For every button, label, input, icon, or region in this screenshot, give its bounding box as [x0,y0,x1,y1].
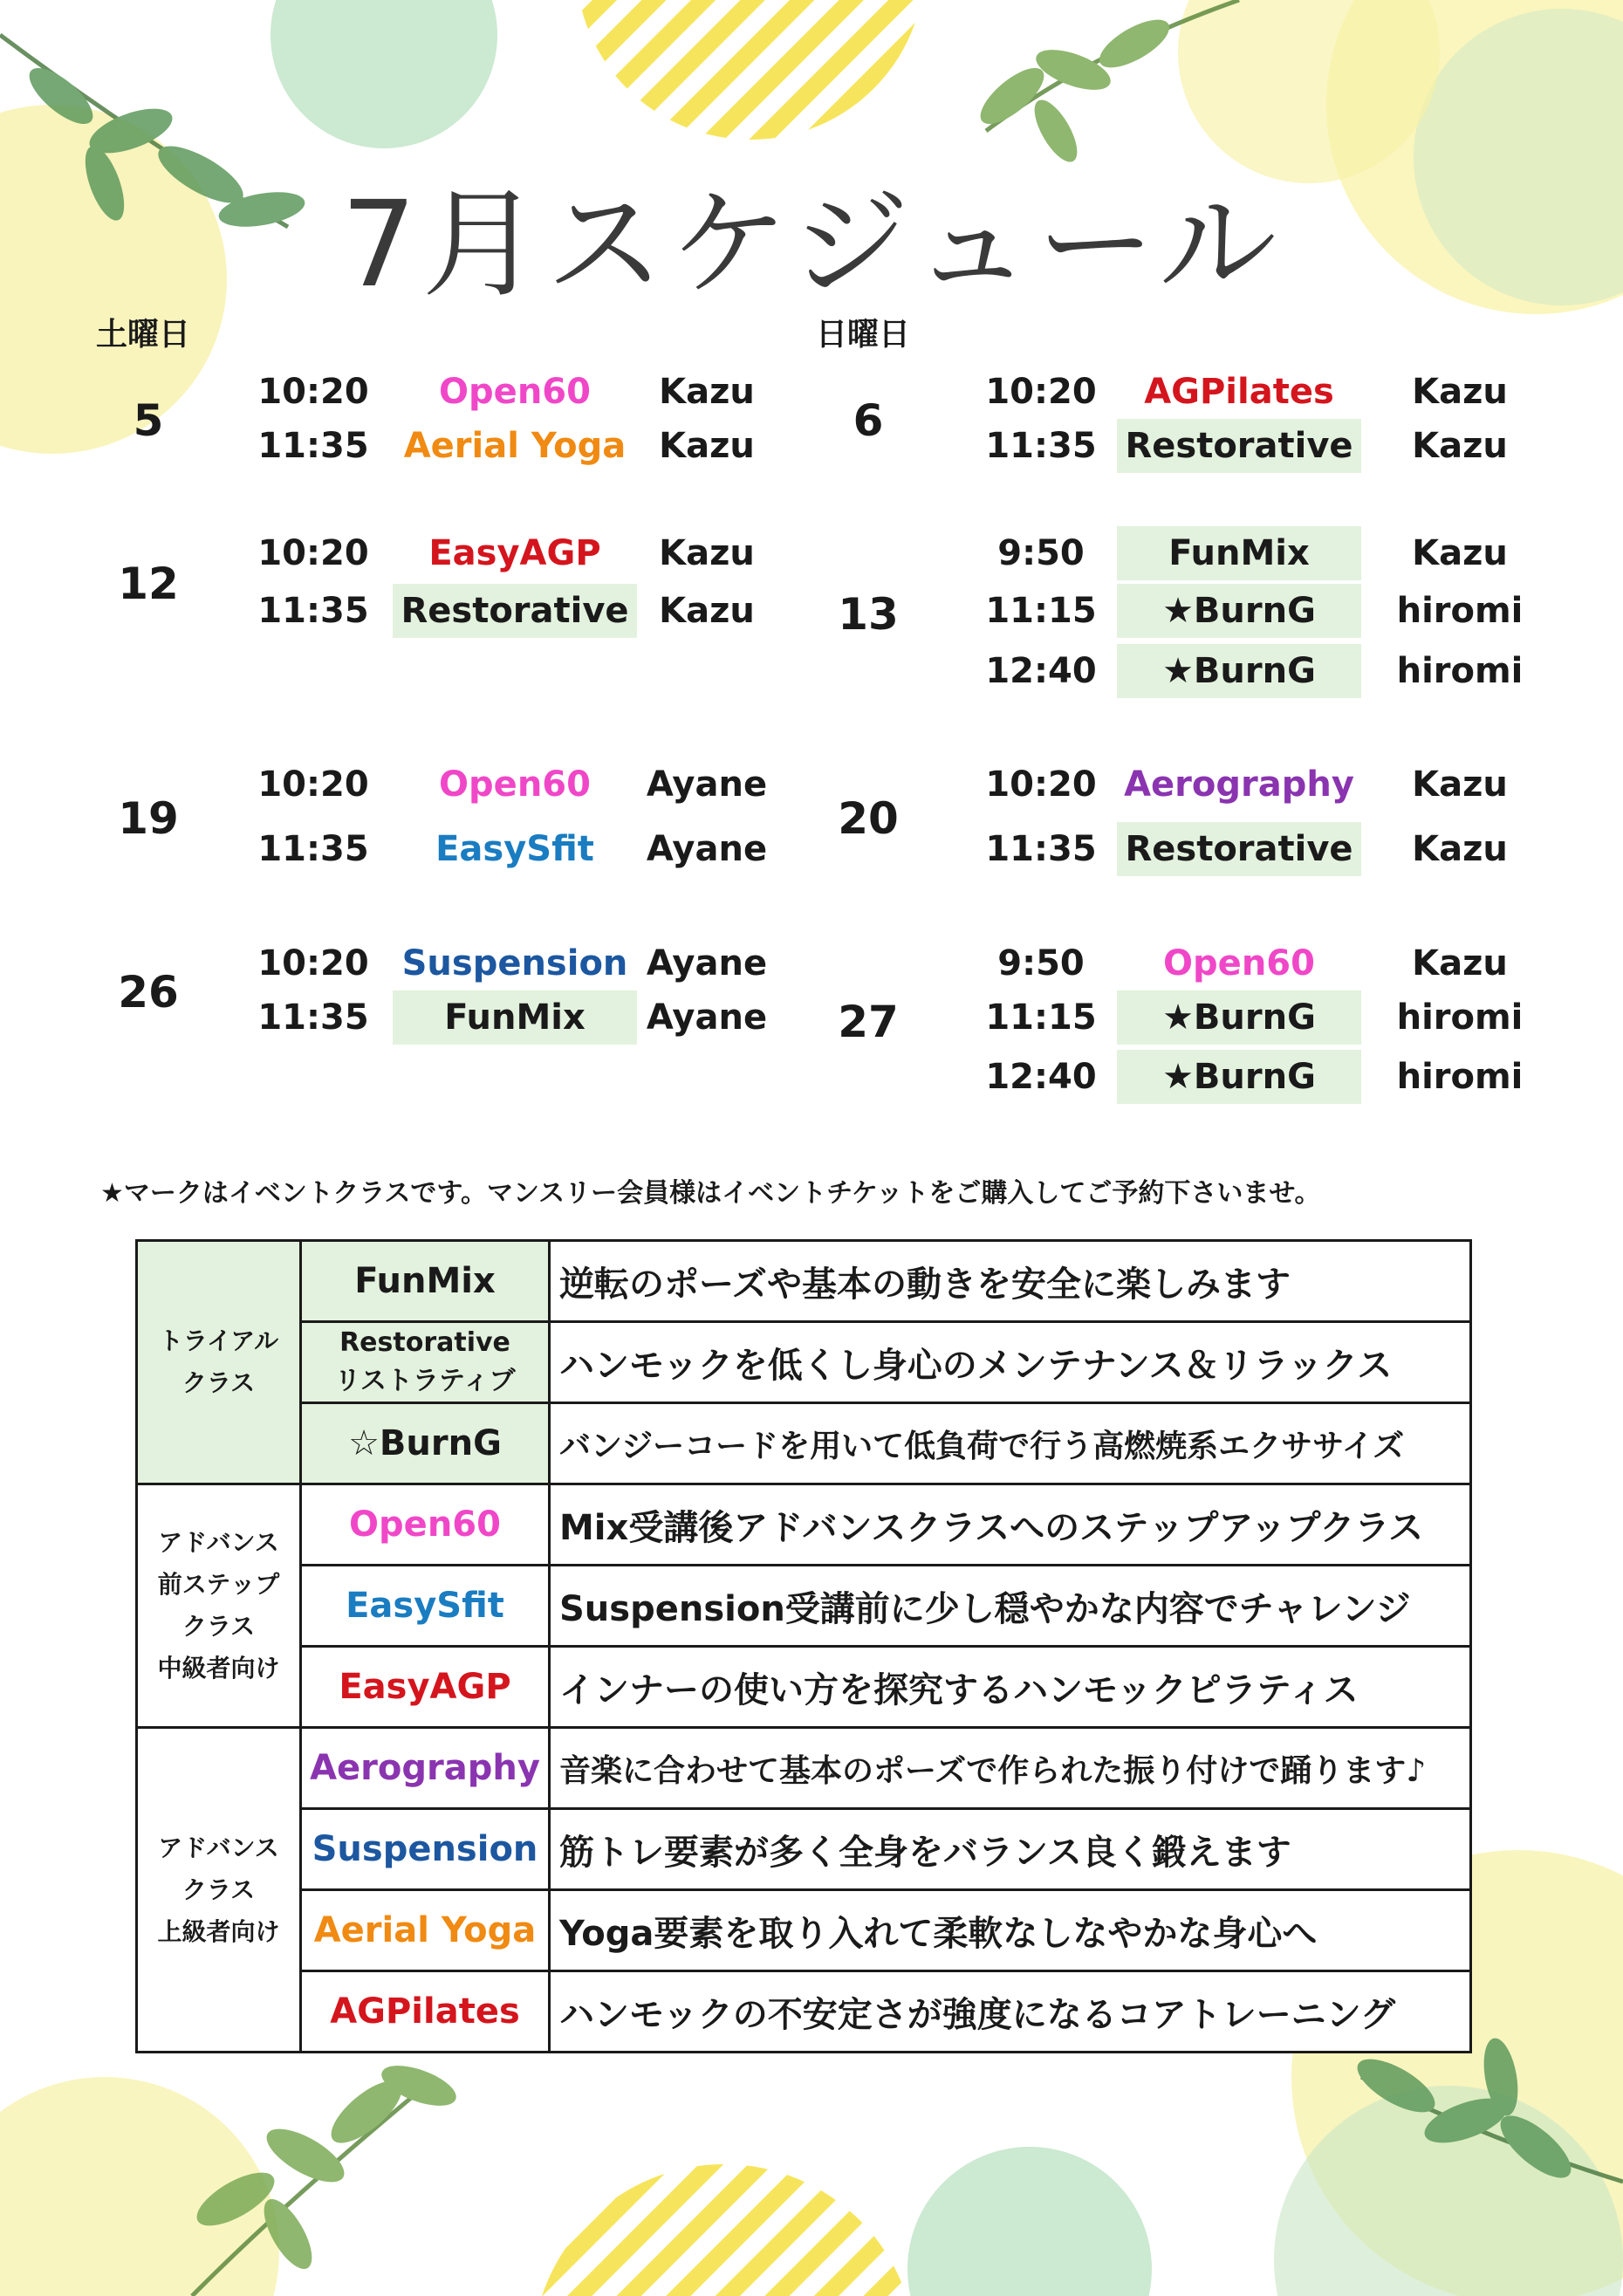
session-instructor: Kazu [1412,533,1508,573]
legend-class-name: EasySfit [301,1566,550,1647]
session-time: 11:35 [257,426,369,466]
saturday-date: 5 [133,395,164,446]
legend-description: Mix受講後アドバンスクラスへのステップアップクラス [550,1484,1471,1566]
session-time: 11:15 [985,997,1097,1038]
session-instructor: hiromi [1396,1057,1524,1097]
session-class: Restorative [393,584,637,638]
legend-category [137,1241,301,1484]
legend-category-line: 前ステップ [157,1570,280,1599]
sunday-date: 27 [838,997,899,1047]
session-class: EasyAGP [428,533,601,573]
legend-category [137,1728,301,2053]
session-instructor: hiromi [1396,651,1524,691]
legend-description: バンジーコードを用いて低負荷で行う高燃焼系エクササイズ [550,1403,1471,1484]
legend-class-name [301,1322,550,1403]
session-instructor: Kazu [659,426,755,466]
legend-category [137,1484,301,1728]
legend-row [137,1728,1471,1809]
session-instructor: Ayane [646,997,768,1038]
session-time: 11:35 [985,829,1097,869]
legend-description: Suspension受講前に少し穏やかな内容でチャレンジ [550,1566,1471,1647]
session-time: 11:35 [257,997,369,1038]
legend-description: 音楽に合わせて基本のポーズで作られた振り付けで踊ります♪ [550,1728,1471,1809]
legend-class-name: Aerial Yoga [301,1890,550,1971]
legend-row [137,1566,1471,1647]
session-class: ★BurnG [1117,1050,1361,1104]
legend-row [137,1809,1471,1890]
saturday-date: 12 [118,559,179,609]
session-class: Restorative [1117,419,1361,473]
sunday-date: 20 [838,793,899,844]
session-class: ★BurnG [1117,584,1361,638]
legend-description: 筋トレ要素が多く全身をバランス良く鍛えます [550,1809,1471,1890]
session-class: FunMix [1117,526,1361,580]
session-class: ★BurnG [1117,990,1361,1045]
watercolor-blob-green [270,0,497,148]
striped-circle [532,2164,916,2296]
session-instructor: Kazu [659,372,755,412]
session-time: 10:20 [257,943,369,984]
legend-class-name-ja: リストラティブ [334,1366,516,1396]
session-time: 9:50 [997,533,1085,573]
legend-description: 逆転のポーズや基本の動きを安全に楽しみます [550,1241,1471,1322]
legend-row [137,1971,1471,2053]
legend-class-name: AGPilates [301,1971,550,2053]
legend-row [137,1890,1471,1971]
sunday-date: 6 [853,395,884,446]
striped-circle [576,0,925,140]
watercolor-blob-green [907,2147,1152,2296]
session-time: 10:20 [257,533,369,573]
legend-description: インナーの使い方を探究するハンモックピラティス [550,1647,1471,1728]
session-class: EasySfit [435,829,594,869]
legend-category-line: 中級者向け [157,1654,280,1683]
session-instructor: Kazu [1412,372,1508,412]
saturday-date: 19 [118,793,179,844]
legend-class-name: FunMix [301,1241,550,1322]
session-time: 10:20 [985,372,1097,412]
class-legend-table [135,1239,1472,2053]
session-instructor: Ayane [646,829,768,869]
legend-class-name: Aerography [301,1728,550,1809]
session-time: 9:50 [997,943,1085,984]
legend-row [137,1403,1471,1484]
legend-category-line: 上級者向け [157,1916,280,1946]
event-note: ★マークはイベントクラスです。マンスリー会員様はイベントチケットをご購入してご予約下さいませ。 [100,1178,1321,1209]
session-instructor: Kazu [1412,764,1508,805]
page-title: 7月スケジュール [340,176,1283,314]
sunday-date: 13 [838,588,899,640]
legend-category-line: クラス [181,1874,256,1904]
session-instructor: hiromi [1396,997,1524,1038]
legend-row [137,1241,1471,1322]
session-instructor: Kazu [659,533,755,573]
legend-class-name: ☆BurnG [301,1403,550,1484]
session-class: Open60 [439,372,591,412]
session-instructor: Kazu [1412,426,1508,466]
session-class: Aerial Yoga [403,426,627,466]
session-time: 10:20 [257,764,369,805]
session-class: AGPilates [1144,372,1334,412]
legend-class-name: Open60 [301,1484,550,1566]
session-time: 10:20 [257,372,369,412]
session-instructor: Kazu [1412,829,1508,869]
legend-category-line: クラス [181,1612,256,1641]
legend-category-line: アドバンス [158,1833,279,1862]
session-time: 11:35 [985,426,1097,466]
legend-category-line: クラス [181,1368,256,1397]
session-time: 11:15 [985,591,1097,631]
session-time: 12:40 [985,651,1097,691]
session-time: 11:35 [257,591,369,631]
legend-row [137,1322,1471,1403]
legend-class-name-en: Restorative [339,1327,510,1358]
saturday-header: 土曜日 [96,317,191,353]
sunday-header: 日曜日 [816,317,911,353]
legend-row [137,1647,1471,1728]
session-instructor: Ayane [646,764,768,805]
session-class: Suspension [401,943,628,984]
session-instructor: Kazu [659,591,755,631]
legend-category-line: トライアル [158,1326,279,1355]
legend-category-line: アドバンス [158,1528,279,1557]
session-class: Restorative [1117,822,1361,876]
legend-description: ハンモックを低くし身心のメンテナンス＆リラックス [550,1322,1471,1403]
session-class: Open60 [439,764,591,805]
legend-class-name: EasyAGP [301,1647,550,1728]
session-instructor: Ayane [646,943,768,984]
session-class: Aerography [1124,764,1354,805]
legend-row [137,1484,1471,1566]
session-time: 10:20 [985,764,1097,805]
legend-class-name: Suspension [301,1809,550,1890]
saturday-date: 26 [118,967,179,1018]
session-class: Open60 [1163,943,1315,984]
session-time: 12:40 [985,1057,1097,1097]
session-instructor: Kazu [1412,943,1508,984]
session-time: 11:35 [257,829,369,869]
session-instructor: hiromi [1396,591,1524,631]
legend-description: ハンモックの不安定さが強度になるコアトレーニング [550,1971,1471,2053]
session-class: ★BurnG [1117,644,1361,698]
legend-description: Yoga要素を取り入れて柔軟なしなやかな身心へ [550,1890,1471,1971]
session-class: FunMix [393,990,637,1045]
